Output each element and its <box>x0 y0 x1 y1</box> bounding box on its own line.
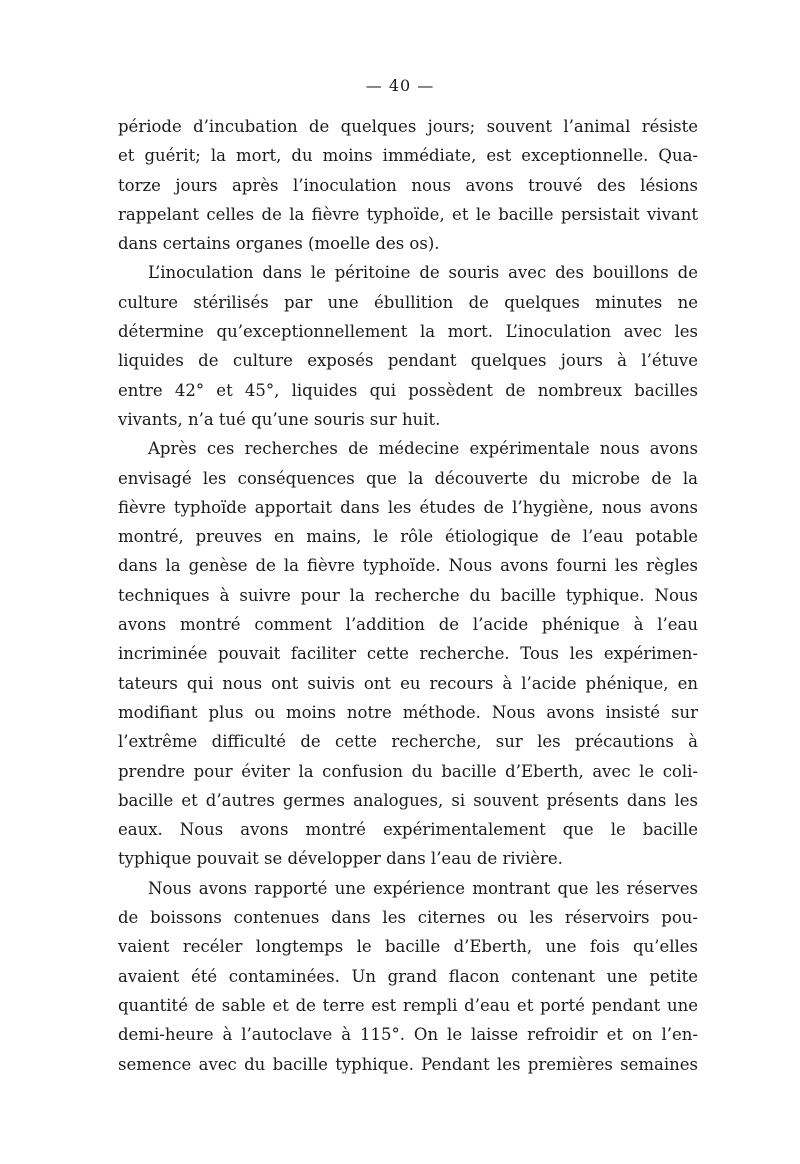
text-line: rappelant celles de la fièvre typhoïde, et le bacille persistait vivant <box>118 204 698 224</box>
text-line: de boissons contenues dans les citernes ou les réservoirs pou- <box>118 908 698 928</box>
paragraph <box>118 434 698 873</box>
text-line: bacille et d’autres germes analogues, si souvent présents dans les <box>118 790 698 810</box>
text-line: semence avec du bacille typhique. Pendant les premières semaines <box>118 1054 698 1074</box>
text-line: L’inoculation dans le péritoine de souris avec des bouillons de <box>148 263 698 283</box>
text-line: montré, preuves en mains, le rôle étiologique de l’eau potable <box>118 527 698 547</box>
text-line: dans certains organes (moelle des os). <box>118 234 440 254</box>
text-line: et guérit; la mort, du moins immédiate, est exceptionnelle. Qua- <box>118 146 698 166</box>
text-line: eaux. Nous avons montré expérimentalement que le bacille <box>118 820 698 840</box>
text-line: torze jours après l’inoculation nous avons trouvé des lésions <box>118 175 698 195</box>
text-line: liquides de culture exposés pendant quelques jours à l’étuve <box>118 351 698 371</box>
text-line: Nous avons rapporté une expérience montrant que les réserves <box>148 878 698 898</box>
text-line: typhique pouvait se développer dans l’eau de rivière. <box>118 849 563 869</box>
text-line: fièvre typhoïde apportait dans les études de l’hygiène, nous avons <box>118 497 698 517</box>
text-line: avaient été contaminées. Un grand flacon contenant une petite <box>118 966 698 986</box>
text-line: quantité de sable et de terre est rempli d’eau et porté pendant une <box>118 995 698 1015</box>
text-line: tateurs qui nous ont suivis ont eu recours à l’acide phénique, en <box>118 673 698 693</box>
text-line: demi-heure à l’autoclave à 115°. On le laisse refroidir et on l’en- <box>118 1025 698 1045</box>
text-line: modifiant plus ou moins notre méthode. Nous avons insisté sur <box>118 702 698 722</box>
paragraph <box>118 874 698 1079</box>
text-line: vivants, n’a tué qu’une souris sur huit. <box>118 409 441 429</box>
text-line: Après ces recherches de médecine expérimentale nous avons <box>148 439 698 459</box>
paragraph <box>118 258 698 434</box>
paragraph <box>118 112 698 258</box>
text-line: envisagé les conséquences que la découverte du microbe de la <box>118 468 698 488</box>
text-line: l’extrême difficulté de cette recherche, sur les précautions à <box>118 732 698 752</box>
text-line: période d’incubation de quelques jours; souvent l’animal résiste <box>118 117 698 136</box>
text-line: avons montré comment l’addition de l’acide phénique à l’eau <box>118 615 698 635</box>
body-text <box>118 112 698 1079</box>
page-number: — 40 — <box>365 76 435 95</box>
text-line: détermine qu’exceptionnellement la mort. L’inoculation avec les <box>118 322 698 342</box>
text-line: dans la genèse de la fièvre typhoïde. Nous avons fourni les règles <box>118 556 698 576</box>
text-line: vaient recéler longtemps le bacille d’Eberth, une fois qu’elles <box>118 937 698 957</box>
text-line: culture stérilisés par une ébullition de quelques minutes ne <box>118 292 698 312</box>
text-line: techniques à suivre pour la recherche du bacille typhique. Nous <box>118 585 698 605</box>
text-line: incriminée pouvait faciliter cette recherche. Tous les expérimen- <box>118 644 698 664</box>
text-line: prendre pour éviter la confusion du bacille d’Eberth, avec le coli- <box>118 761 698 781</box>
text-line: entre 42° et 45°, liquides qui possèdent de nombreux bacilles <box>118 380 698 400</box>
